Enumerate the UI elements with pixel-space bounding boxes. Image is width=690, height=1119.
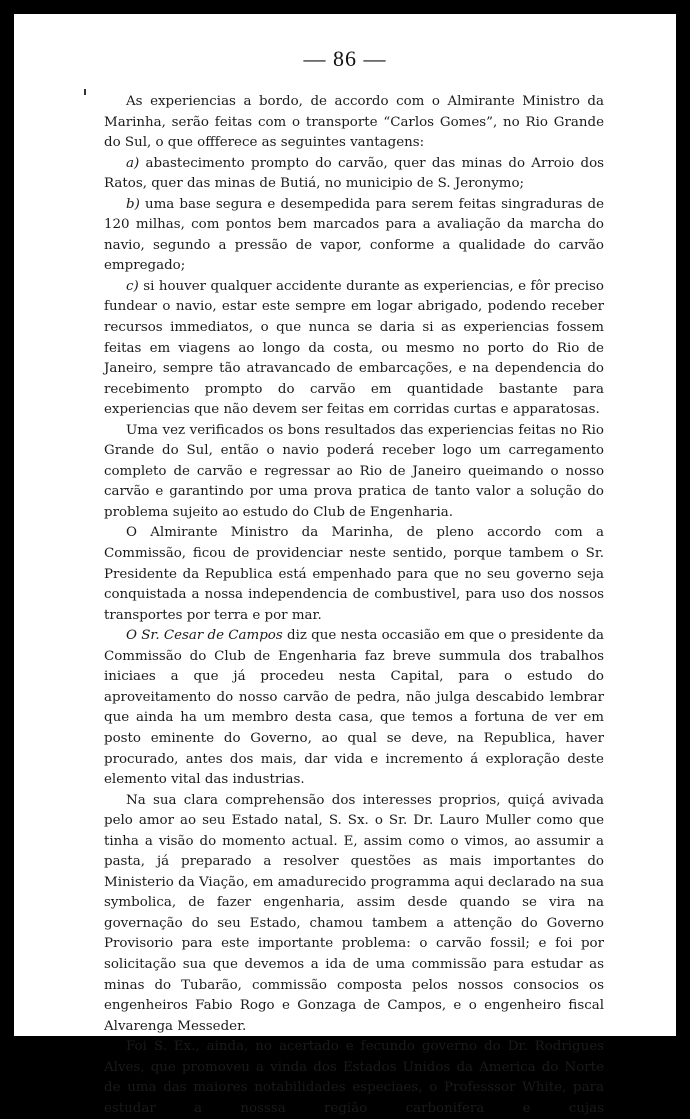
paragraph-lauro-muller: Na sua clara comprehensão dos interesses proprios, quiçá avivada pelo amor ao seu Estado natal, S. Sx. o Sr. Dr. Lauro Muller como que tinha a visão do momento actual. E, assim como o vimos, ao assumir a pasta, já preparado a resolver questões as mais importantes do Ministerio da Viação, em amadurecido programma aqui declarado na sua symbolica, de fazer engenharia, assim desde quando se vira na governação do seu Estado, chamou tambem a attenção do Governo Provisorio para este importante problema: o carvão fossil; e foi por solicitação sua que devemos a ida de uma commissão para estudar as minas do Tubarão, commissão composta pelos nossos consocios os engenheiros Fabio Rogo e Gonzaga de Campos, e o engenheiro fiscal Alvarenga Messeder. xyxy=(104,792,604,1034)
margin-mark xyxy=(84,89,86,95)
paragraph-rodrigues-alves: Foi S. Ex., ainda, no acertado e fecundo governo do Dr. Rodrigues Alves, que promoveu a vinda dos Estados Unidos da America do Norte de uma das maiores notabilidades especiaes, o Professsor White, para estudar a nosssa região carbonifera e cujas xyxy=(104,1039,604,1116)
paragraph-results: Uma vez verificados os bons resultados das experiencias feitas no Rio Grande do Sul, então o navio poderá receber logo um carregamento completo de carvão e regressar ao Rio de Janeiro queimando o nosso carvão e garantindo por uma prova pratica de tanto valor a solução do problema sujeito ao estudo do Club de Engenharia. xyxy=(104,422,604,520)
list-item-label: c) xyxy=(126,278,139,294)
list-item-b xyxy=(104,195,604,277)
document-body xyxy=(104,92,604,1119)
paragraph-minister: O Almirante Ministro da Marinha, de pleno accordo com a Commissão, ficou de providenciar neste sentido, porque tambem o Sr. Presidente da Republica está empenhado para que no seu governo seja conquistada a nossa independencia de combustivel, para uso dos nossos transportes por terra e por mar. xyxy=(104,525,604,623)
page-number: — 86 — xyxy=(303,46,387,71)
paragraph-intro: As experiencias a bordo, de accordo com o Almirante Ministro da Marinha, serão feitas com o transporte “Carlos Gomes”, no Rio Grande do Sul, o que offferece as seguintes vantagens: xyxy=(104,94,604,151)
list-item-label: b) xyxy=(126,196,140,212)
list-item-text: si houver qualquer accidente durante as experiencias, e fôr preciso fundear o navio, estar este sempre em logar abrigado, podendo receber recursos immediatos, o que nunca se daria si as experiencias fossem feitas em viagens ao longo da costa, ou mesmo no porto do Rio de Janeiro, sempre tão atravancado de embarcações, e na dependencia do recebimento prompto do carvão em quantidade bastante para experiencias que não devem ser feitas em corridas curtas e apparatosas. xyxy=(104,278,604,418)
list-item-c xyxy=(104,277,604,421)
list-item-label: a) xyxy=(126,155,140,171)
list-item-text: uma base segura e desempedida para serem feitas singraduras de 120 milhas, com pontos bem marcados para a avaliação da marcha do navio, segundo a pressão de vapor, conforme a qualidade do carvão empregado; xyxy=(104,196,604,274)
document-page xyxy=(14,14,676,1116)
list-item-text: abastecimento prompto do carvão, quer das minas do Arroio dos Ratos, quer das minas de Butiá, no municipio de S. Jeronymo; xyxy=(104,155,604,192)
paragraph-text: diz que nesta occasião em que o presidente da Commissão do Club de Engenharia faz breve summula dos trabalhos iniciaes a que já procedeu nesta Capital, para o estudo do aproveitamento do nosso carvão de pedra, não julga descabido lembrar que ainda ha um membro desta casa, que temos a fortuna de ver em posto eminente do Governo, ao qual se deve, na Republica, haver procurado, antes dos mais, dar vida e incremento á exploração deste elemento vital das industrias. xyxy=(104,628,604,788)
speaker-name: O Sr. Cesar de Campos xyxy=(126,628,283,644)
list-item-a xyxy=(104,154,604,195)
paragraph-cesar-de-campos xyxy=(104,626,604,790)
